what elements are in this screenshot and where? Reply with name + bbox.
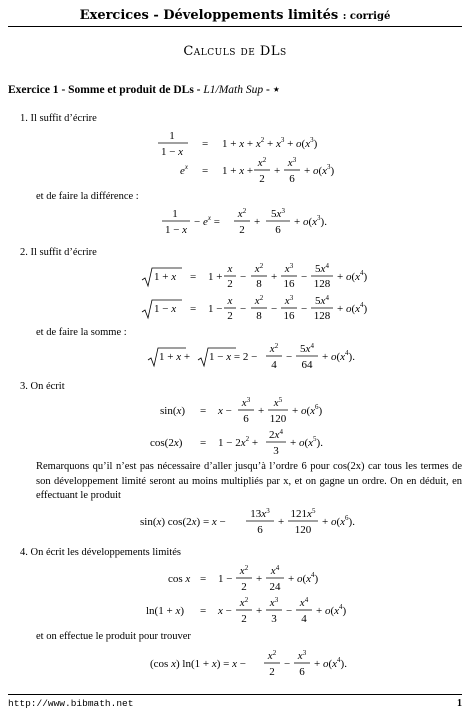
svg-text:2x4: $2x^4$ bbox=[269, 428, 283, 441]
svg-text:x2: $x^2$ bbox=[239, 564, 249, 577]
svg-text:cos(2x): cos(2x) bbox=[150, 437, 183, 449]
svg-text:+ o(x3).: + $o(x^3)$. bbox=[294, 214, 327, 228]
header-title: Exercices - Développements limités bbox=[79, 8, 339, 23]
svg-text:sin(x): sin(x) bbox=[160, 405, 186, 417]
svg-text:8: 8 bbox=[256, 310, 262, 322]
svg-text:x3: $x^3$ bbox=[297, 649, 307, 662]
svg-text:+: + bbox=[256, 573, 263, 585]
svg-text:2: 2 bbox=[241, 613, 247, 625]
svg-text:4: 4 bbox=[301, 613, 307, 625]
svg-text:=: = bbox=[200, 405, 207, 417]
svg-text:16: 16 bbox=[283, 278, 295, 290]
svg-text:x: x bbox=[227, 295, 233, 307]
svg-text:+: + bbox=[258, 405, 265, 417]
svg-text:4: 4 bbox=[271, 359, 277, 371]
exercise-heading bbox=[8, 82, 280, 96]
svg-text:=: = bbox=[202, 138, 209, 150]
equation-block-1 bbox=[150, 126, 390, 184]
svg-text:x2: $x^2$ bbox=[254, 294, 264, 307]
svg-text:120: 120 bbox=[294, 524, 312, 536]
item-number: 2. bbox=[20, 247, 28, 258]
svg-text:121x5: $121x^5$ bbox=[290, 507, 316, 520]
svg-text:6: 6 bbox=[299, 666, 305, 678]
svg-text:+ o(x4).: + $o(x^4)$. bbox=[322, 349, 355, 363]
svg-text:6: 6 bbox=[257, 524, 263, 536]
svg-text:x2: $x^2$ bbox=[237, 207, 247, 220]
svg-text:3: 3 bbox=[273, 445, 279, 457]
svg-text:1 + x +: 1 + x + bbox=[159, 351, 191, 363]
svg-text:=: = bbox=[200, 437, 207, 449]
item-3-remark: Remarquons qu’il n’est pas nécessaire d’aller jusqu’à l’ordre 6 pour cos(2x) car tous les termes de son développement limité seront au moins multipliés par x, et on gagne un ordre. On en déduit, en effectuant le produit bbox=[36, 461, 462, 501]
equation-block-2 bbox=[138, 262, 398, 326]
svg-text:+ o(x4): + $o(x^4)$ bbox=[288, 571, 319, 585]
svg-text:=: = bbox=[202, 165, 209, 177]
svg-text:x4: $x^4$ bbox=[299, 596, 309, 609]
svg-text:+: + bbox=[278, 516, 285, 528]
svg-text:1 +: 1 + bbox=[208, 271, 223, 283]
svg-text:x3: $x^3$ bbox=[241, 396, 251, 409]
svg-text:−: − bbox=[284, 658, 291, 670]
svg-text:1 + x: 1 + x bbox=[154, 271, 177, 283]
equation-block-3 bbox=[150, 396, 380, 458]
svg-text:5x3: $5x^3$ bbox=[271, 207, 285, 220]
svg-text:6: 6 bbox=[243, 413, 249, 425]
item-intro: On écrit bbox=[30, 381, 65, 392]
exercise-star: - ⋆ bbox=[266, 84, 280, 96]
svg-text:1: 1 bbox=[169, 130, 175, 142]
svg-text:x2: $x^2$ bbox=[257, 156, 267, 169]
svg-text:5x4: $5x^4$ bbox=[300, 342, 314, 355]
header-subtitle: : corrigé bbox=[342, 11, 391, 22]
svg-text:x3: $x^3$ bbox=[284, 262, 294, 275]
svg-text:1 − x: 1 − x bbox=[160, 146, 184, 158]
item-1 bbox=[20, 112, 97, 126]
svg-text:−: − bbox=[240, 303, 247, 315]
item-intro: Il suffit d’écrire bbox=[30, 113, 97, 124]
svg-text:1 −: 1 − bbox=[218, 573, 233, 585]
svg-text:x4: $x^4$ bbox=[270, 564, 280, 577]
svg-text:1: 1 bbox=[172, 208, 178, 220]
svg-text:24: 24 bbox=[269, 581, 281, 593]
svg-text:+ o(x4): + $o(x^4)$ bbox=[337, 269, 368, 283]
svg-text:2: 2 bbox=[239, 224, 245, 236]
item-3 bbox=[20, 380, 65, 394]
equation-3-result bbox=[140, 504, 380, 540]
svg-text:x2: $x^2$ bbox=[267, 649, 277, 662]
header-rule bbox=[8, 26, 462, 27]
footer-rule bbox=[8, 694, 462, 695]
item-intro: On écrit les développements limités bbox=[30, 547, 181, 558]
footer-url[interactable]: http://www.bibmath.net bbox=[8, 698, 134, 709]
svg-text:1 − 2x2 +: $1 - 2x^2$ + bbox=[218, 435, 259, 449]
svg-text:6: 6 bbox=[275, 224, 281, 236]
item-number: 3. bbox=[20, 381, 28, 392]
svg-text:1 + x + x2 + x3 + o(x3): $1 + x + x^2 + x^3 + o(x^3)$ bbox=[222, 136, 318, 150]
item-2-then: et de faire la somme : bbox=[36, 327, 127, 338]
svg-text:cos x: cos x bbox=[168, 573, 191, 585]
page-header bbox=[0, 8, 470, 23]
svg-text:− ex =: − $e^x$ = bbox=[194, 214, 220, 228]
svg-text:2: 2 bbox=[227, 310, 233, 322]
exercise-label: Exercice 1 bbox=[8, 84, 59, 96]
svg-text:2: 2 bbox=[227, 278, 233, 290]
svg-text:13x3: $13x^3$ bbox=[250, 507, 270, 520]
svg-text:+ o(x6).: + $o(x^6)$. bbox=[322, 514, 355, 528]
equation-block-4 bbox=[146, 564, 386, 628]
svg-text:=: = bbox=[190, 303, 197, 315]
svg-text:−: − bbox=[301, 271, 308, 283]
item-1-then: et de faire la différence : bbox=[36, 191, 139, 202]
svg-text:ln(1 + x): ln(1 + x) bbox=[146, 605, 184, 617]
equation-2-result bbox=[146, 340, 376, 374]
svg-text:+ o(x5).: + $o(x^5)$. bbox=[290, 435, 323, 449]
svg-text:+: + bbox=[271, 271, 278, 283]
svg-text:3: 3 bbox=[271, 613, 277, 625]
svg-text:1 −: 1 − bbox=[208, 303, 223, 315]
svg-text:=: = bbox=[200, 573, 207, 585]
svg-text:+: + bbox=[254, 216, 261, 228]
svg-text:x3: $x^3$ bbox=[284, 294, 294, 307]
svg-text:1 − x: 1 − x bbox=[154, 303, 177, 315]
svg-text:x5: $x^5$ bbox=[273, 396, 283, 409]
svg-text:−: − bbox=[286, 351, 293, 363]
svg-text:128: 128 bbox=[313, 310, 331, 322]
equation-1-result bbox=[160, 204, 370, 240]
svg-text:1 − x: 1 − x bbox=[164, 224, 188, 236]
svg-text:1 + x +: 1 + x + bbox=[222, 165, 254, 177]
svg-text:120: 120 bbox=[269, 413, 287, 425]
svg-text:x3: $x^3$ bbox=[269, 596, 279, 609]
svg-text:x2: $x^2$ bbox=[254, 262, 264, 275]
svg-text:+ o(x3): + $o(x^3)$ bbox=[304, 163, 335, 177]
svg-text:ex: $e^x$ bbox=[180, 163, 188, 177]
svg-text:+ o(x4): + $o(x^4)$ bbox=[316, 603, 347, 617]
svg-text:sin(x) cos(2x) = x −: sin(x) cos(2x) = x − bbox=[140, 516, 226, 528]
svg-text:x −: x − bbox=[218, 605, 232, 617]
svg-text:16: 16 bbox=[283, 310, 295, 322]
svg-text:x: x bbox=[227, 263, 233, 275]
svg-text:2: 2 bbox=[269, 666, 275, 678]
item-intro: Il suffit d’écrire bbox=[30, 247, 97, 258]
svg-text:+: + bbox=[256, 605, 263, 617]
svg-text:=: = bbox=[200, 605, 207, 617]
svg-text:128: 128 bbox=[313, 278, 331, 290]
svg-text:+ o(x6): + $o(x^6)$ bbox=[292, 403, 323, 417]
item-4 bbox=[20, 546, 181, 560]
svg-text:8: 8 bbox=[256, 278, 262, 290]
item-2 bbox=[20, 246, 97, 260]
svg-text:2: 2 bbox=[241, 581, 247, 593]
svg-text:x2: $x^2$ bbox=[269, 342, 279, 355]
item-4-then: et on effectue le produit pour trouver bbox=[36, 631, 191, 642]
svg-text:x2: $x^2$ bbox=[239, 596, 249, 609]
section-title: Calculs de DLs bbox=[183, 44, 287, 59]
svg-text:64: 64 bbox=[301, 359, 313, 371]
svg-text:+ o(x4): + $o(x^4)$ bbox=[337, 301, 368, 315]
svg-text:x −: x − bbox=[218, 405, 232, 417]
svg-text:2: 2 bbox=[259, 173, 265, 184]
svg-text:−: − bbox=[240, 271, 247, 283]
svg-text:+: + bbox=[274, 165, 281, 177]
item-number: 1. bbox=[20, 113, 28, 124]
exercise-subject: - Somme et produit de DLs - bbox=[61, 84, 201, 96]
svg-text:−: − bbox=[286, 605, 293, 617]
svg-text:6: 6 bbox=[289, 173, 295, 184]
svg-text:x3: $x^3$ bbox=[287, 156, 297, 169]
page-number: 1 bbox=[457, 698, 462, 709]
item-number: 4. bbox=[20, 547, 28, 558]
svg-text:5x4: $5x^4$ bbox=[315, 294, 329, 307]
equation-4-result bbox=[150, 646, 370, 682]
svg-text:5x4: $5x^4$ bbox=[315, 262, 329, 275]
svg-text:(cos x) ln(1 + x) = x −: (cos x) ln(1 + x) = x − bbox=[150, 658, 246, 670]
exercise-level: L1/Math Sup bbox=[203, 84, 264, 96]
svg-text:−: − bbox=[301, 303, 308, 315]
svg-text:+ o(x4).: + $o(x^4)$. bbox=[314, 656, 347, 670]
svg-text:−: − bbox=[271, 303, 278, 315]
svg-text:=: = bbox=[190, 271, 197, 283]
svg-text:1 − x = 2 −: 1 − x = 2 − bbox=[209, 351, 258, 363]
